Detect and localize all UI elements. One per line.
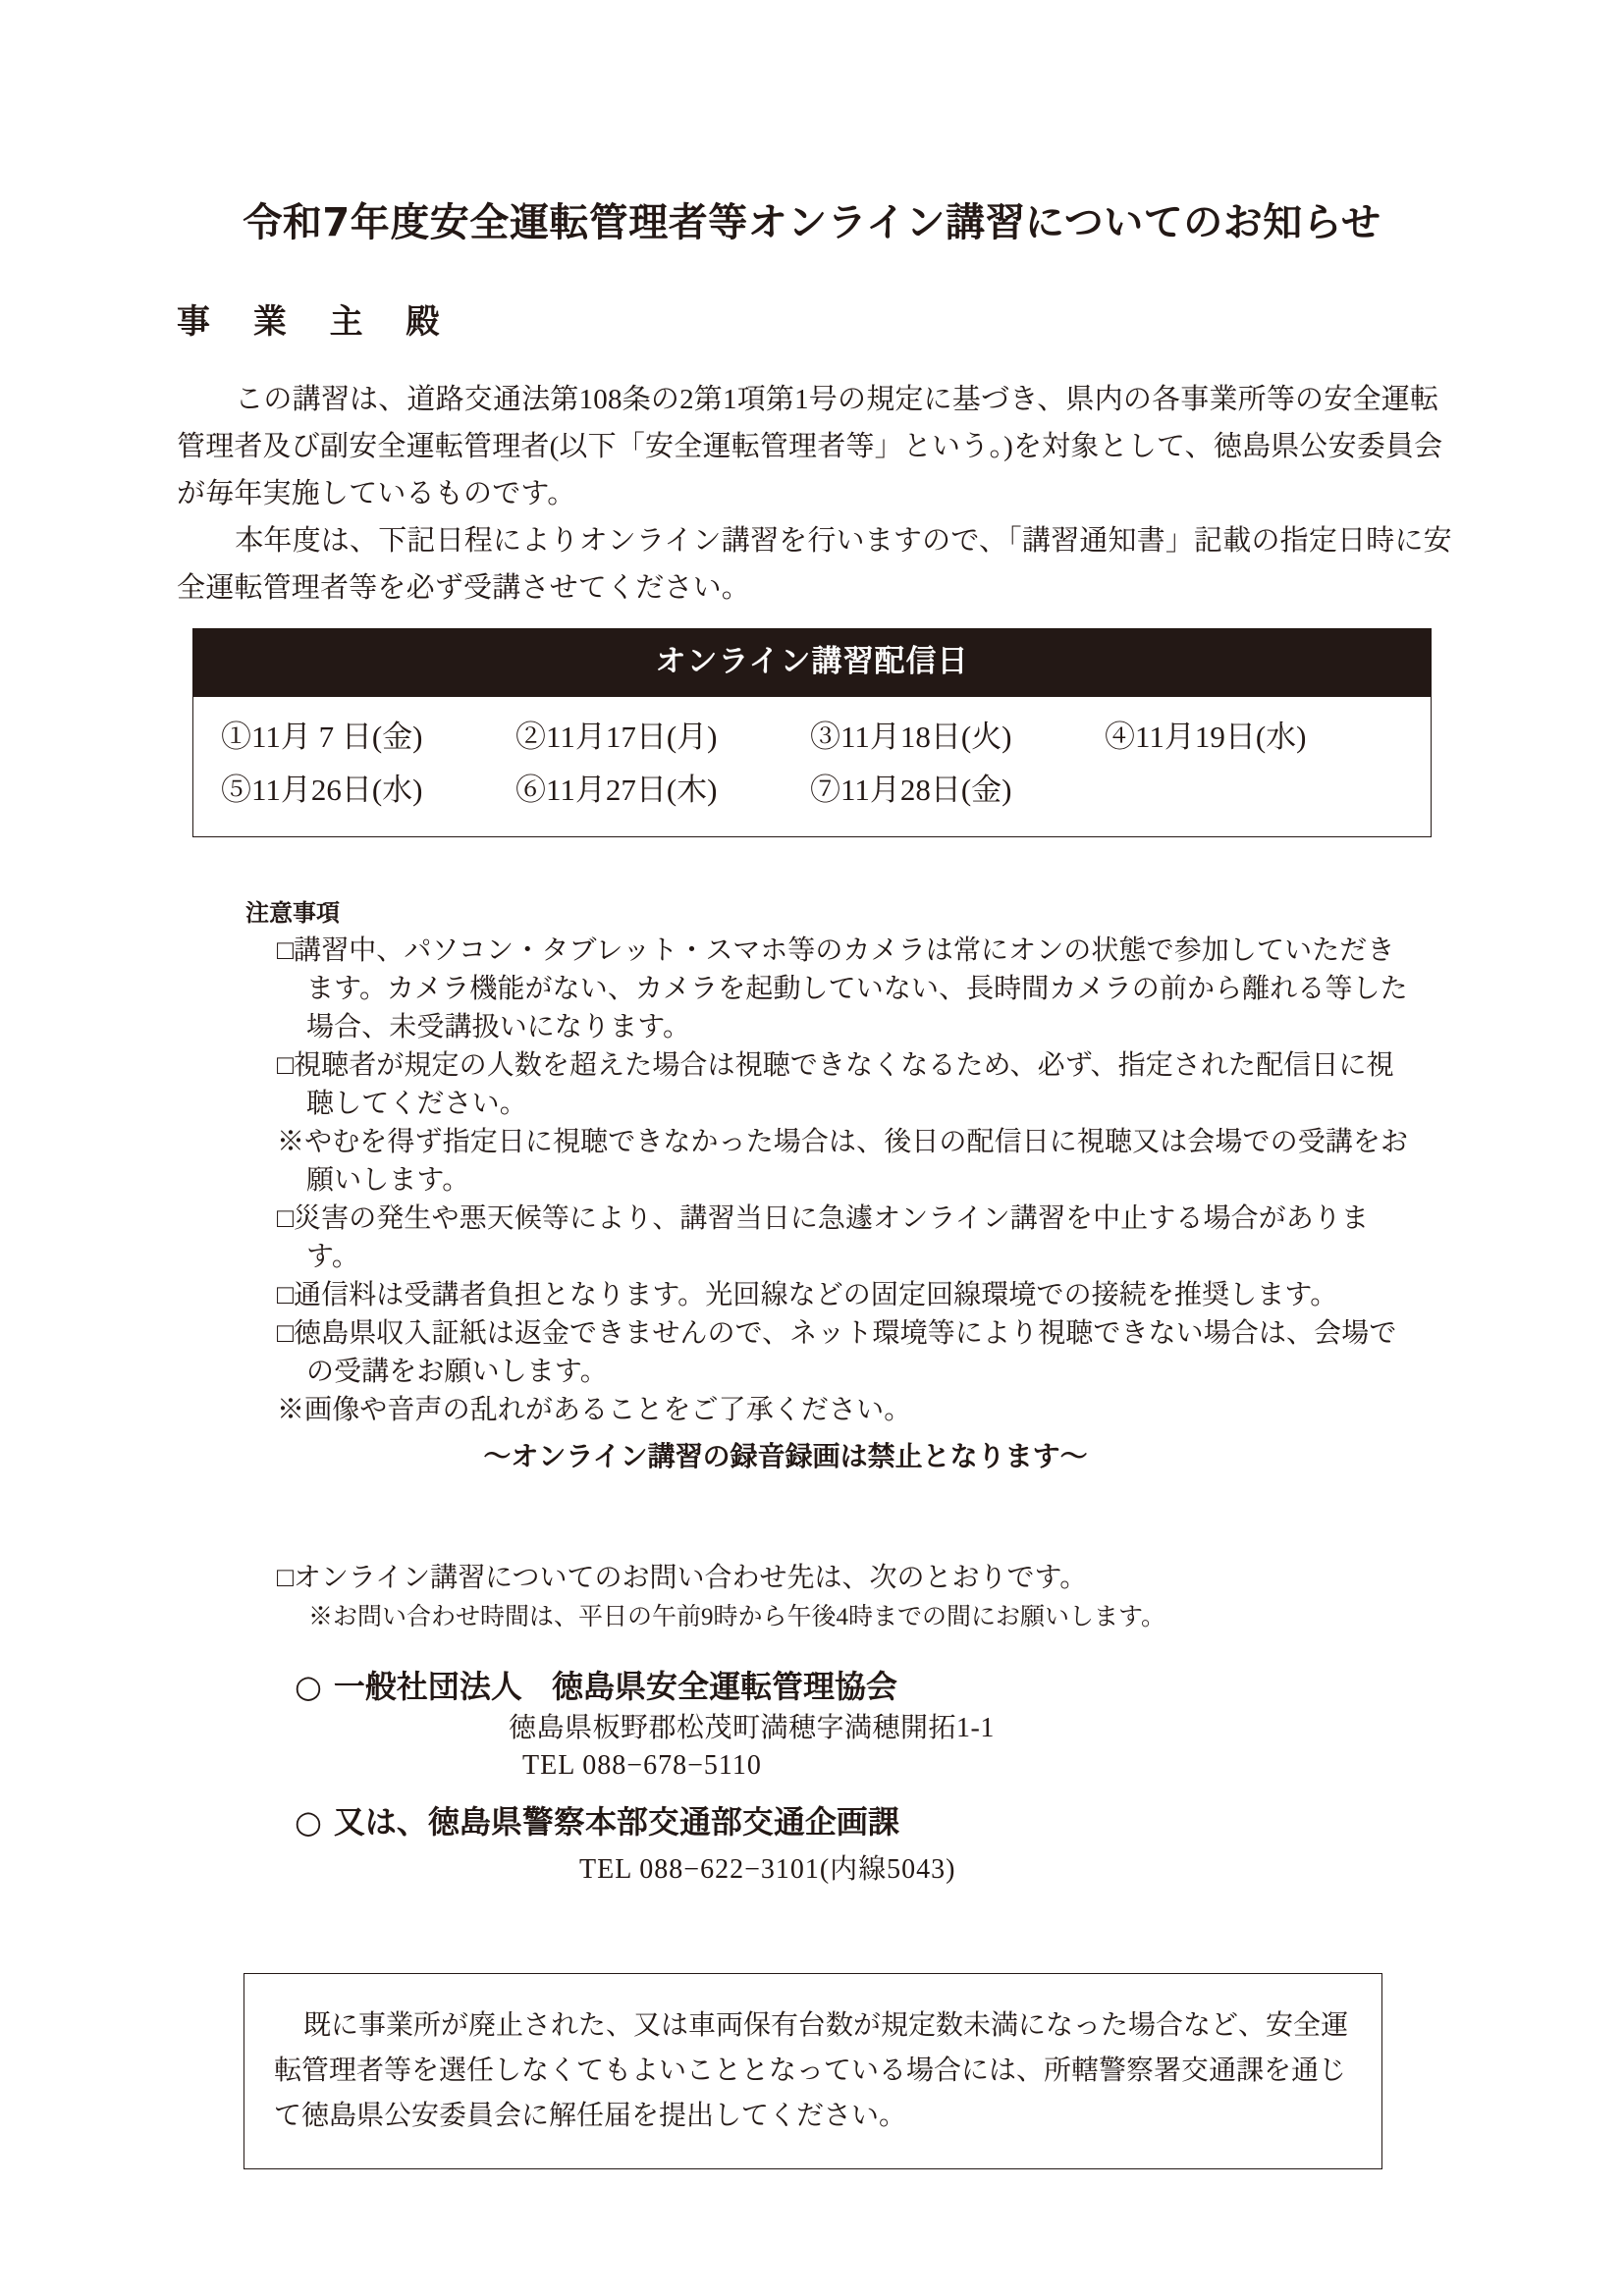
schedule-date: ⑥11月27日(木) <box>515 773 718 807</box>
note-item: □視聴者が規定の人数を超えた場合は視聴できなくなるため、必ず、指定された配信日に視聴してください。 <box>277 1050 1394 1119</box>
circle-bullet-icon: ○ <box>295 1668 322 1705</box>
organization-1-name: 徳島県安全運転管理協会 <box>551 1668 897 1705</box>
circle-bullet-icon: ○ <box>295 1803 322 1841</box>
note-item: □徳島県収入証紙は返金できませんので、ネット環境等により視聴できない場合は、会場での受講をお願いします。 <box>277 1318 1397 1387</box>
note-item: □講習中、パソコン・タブレット・スマホ等のカメラは常にオンの状態で参加していただきます。カメラ機能がない、カメラを起動していない、長時間カメラの前から離れる等した場合、未受講扱いになります。 <box>277 935 1408 1042</box>
schedule-row <box>221 764 1431 817</box>
contact-intro-line-1: □オンライン講習についてのお問い合わせ先は、次のとおりです。 <box>277 1563 1088 1593</box>
notes-section <box>245 898 1414 1484</box>
organization-1-kind: 一般社団法人 <box>333 1668 522 1705</box>
addressee-label: 事 業 主 殿 <box>177 302 456 342</box>
schedule-date: ②11月17日(月) <box>515 720 718 754</box>
organization-1-tel: TEL 088−678−5110 <box>522 1750 762 1781</box>
schedule-box <box>192 628 1432 837</box>
organization-2-name: 又は、徳島県警察本部交通部交通企画課 <box>333 1803 899 1841</box>
schedule-date: ⑤11月26日(水) <box>221 773 423 807</box>
dismissal-notice-text: 既に事業所が廃止された、又は車両保有台数が規定数未満になった場合など、安全運転管理者等を選任しなくてもよいこととなっている場合には、所轄警察署交通課を通じて徳島県公安委員会に解任届を提出してください。 <box>274 2010 1349 2131</box>
note-item: ※やむを得ず指定日に視聴できなかった場合は、後日の配信日に視聴又は会場での受講をお願いします。 <box>277 1127 1409 1196</box>
page-title: 令和7年度安全運転管理者等オンライン講習についてのお知らせ <box>243 199 1381 245</box>
intro-paragraph-2: 本年度は、下記日程によりオンライン講習を行いますので、「講習通知書」記載の指定日時に安全運転管理者等を必ず受講させてください。 <box>177 525 1452 604</box>
organization-2-heading <box>295 1798 1424 1845</box>
organization-1-heading <box>295 1663 1424 1710</box>
schedule-date: ⑦11月28日(金) <box>810 773 1012 807</box>
dismissal-notice-box <box>244 1973 1382 2169</box>
intro-paragraphs <box>177 376 1453 612</box>
intro-paragraph-1: この講習は、道路交通法第108条の2第1項第1号の規定に基づき、県内の各事業所等の安全運転管理者及び副安全運転管理者(以下「安全運転管理者等」という。)を対象として、徳島県公安委員会が毎年実施しているものです。 <box>177 384 1443 509</box>
contacts-section <box>295 1663 1424 1889</box>
note-item: □通信料は受講者負担となります。光回線などの固定回線環境での接続を推奨します。 <box>277 1280 1338 1310</box>
organization-2-tel: TEL 088−622−3101(内線5043) <box>579 1854 956 1885</box>
notes-heading: 注意事項 <box>245 899 340 927</box>
schedule-date: ①11月 7 日(金) <box>221 720 423 754</box>
organization-1-address: 徳島県板野郡松茂町満穂字満穂開拓1-1 <box>509 1713 995 1743</box>
schedule-date: ④11月19日(水) <box>1105 720 1307 754</box>
schedule-header: オンライン講習配信日 <box>193 629 1431 697</box>
schedule-body <box>193 697 1431 836</box>
note-item: ※画像や音声の乱れがあることをご了承ください。 <box>277 1395 912 1425</box>
note-item: □災害の発生や悪天候等により、講習当日に急遽オンライン講習を中止する場合があります。 <box>277 1203 1370 1272</box>
contact-intro <box>277 1559 1416 1637</box>
notes-list <box>245 932 1414 1429</box>
schedule-row <box>221 711 1431 764</box>
contact-intro-line-2: ※お問い合わせ時間は、平日の午前9時から午後4時までの間にお願いします。 <box>308 1604 1166 1630</box>
recording-prohibited-notice: 〜オンライン講習の録音録画は禁止となります〜 <box>483 1440 1088 1472</box>
schedule-date: ③11月18日(火) <box>810 720 1012 754</box>
